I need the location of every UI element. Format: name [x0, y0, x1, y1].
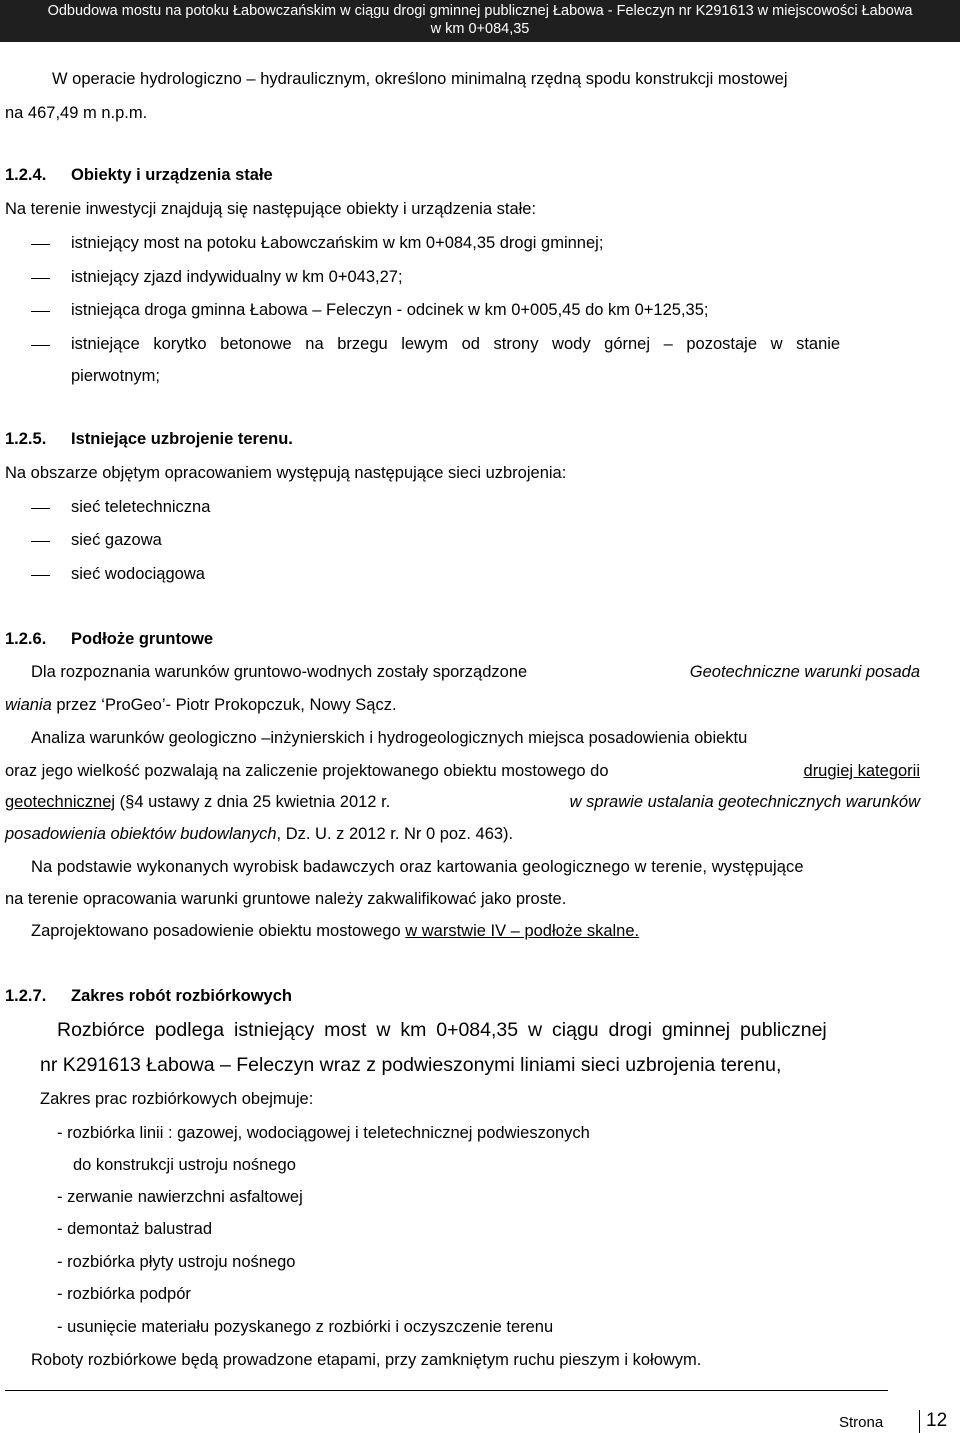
foundation-layer-underline: w warstwie IV – podłoże skalne. — [405, 922, 640, 940]
list-item: - usunięcie materiału pozyskanego z rozbiórki i oczyszczenie terenu — [57, 1318, 554, 1336]
section-lead-124: Na terenie inwestycji znajdują się następujące obiekty i urządzenia stałe: — [5, 200, 537, 218]
list-item: sieć wodociągowa — [71, 565, 205, 583]
text-run: Zaprojektowano posadowienie obiektu mostowego — [31, 922, 401, 940]
list-item: sieć gazowa — [71, 531, 162, 549]
list-item: istniejący most na potoku Łabowczańskim w km 0+084,35 drogi gminnej; — [71, 234, 604, 252]
text-run: przez ‘ProGeo’- Piotr Prokopczuk, Nowy Sącz. — [51, 696, 397, 714]
list-item: - rozbiórka linii : gazowej, wodociągowej i teletechnicznej podwieszonych — [57, 1124, 590, 1142]
paragraph-line — [5, 696, 397, 715]
text-run: (§4 ustawy z dnia 25 kwietnia 2012 r. — [115, 793, 391, 811]
list-item: - rozbiórka podpór — [57, 1285, 191, 1303]
text-run: , Dz. U. z 2012 r. Nr 0 poz. 463). — [276, 825, 514, 843]
category-underline: drugiej kategorii — [803, 762, 920, 780]
list-dash — [31, 278, 50, 279]
section-number-125: 1.2.5. — [5, 430, 47, 448]
list-dash — [31, 345, 50, 346]
list-dash — [31, 311, 50, 312]
section-title-127: Zakres robót rozbiórkowych — [71, 987, 292, 1005]
regulation-title-run: w sprawie ustalania geotechnicznych warunków — [569, 793, 920, 811]
list-dash — [31, 575, 50, 576]
demolition-scope-line-2: nr K291613 Łabowa – Feleczyn wraz z podwieszonymi liniami sieci uzbrojenia terenu, — [40, 1054, 782, 1076]
document-title-run: wiania — [5, 696, 52, 714]
list-item: istniejąca droga gminna Łabowa – Feleczyn - odcinek w km 0+005,45 do km 0+125,35; — [71, 301, 709, 319]
section-number-127: 1.2.7. — [5, 987, 47, 1005]
header-subtitle: w km 0+084,35 — [430, 21, 530, 37]
page-number: 12 — [926, 1410, 948, 1431]
section-lead-125: Na obszarze objętym opracowaniem występują następujące sieci uzbrojenia: — [5, 464, 567, 482]
demolition-scope-line-1: Rozbiórce podlega istniejący most w km 0+084,35 w ciągu drogi gminnej publicznej — [57, 1019, 827, 1041]
footer-divider — [5, 1390, 888, 1391]
paragraph-line — [31, 922, 639, 941]
page-label: Strona — [839, 1414, 884, 1431]
list-item: - rozbiórka płyty ustroju nośnego — [57, 1253, 296, 1271]
footer-page-separator — [919, 1410, 920, 1433]
demolition-lead: Zakres prac rozbiórkowych obejmuje: — [40, 1090, 314, 1108]
paragraph-line — [31, 663, 920, 682]
document-header — [0, 0, 960, 42]
document-title-run: Geotechniczne warunki posada — [689, 663, 920, 681]
section-title-124: Obiekty i urządzenia stałe — [71, 166, 273, 184]
header-title: Odbudowa mostu na potoku Łabowczańskim w ciągu drogi gminnej publicznej Łabowa - Feleczyn nr K291613 w miejscowości Łabowa — [47, 3, 913, 19]
list-item: - demontaż balustrad — [57, 1220, 213, 1238]
category-underline: geotechnicznej — [5, 793, 116, 811]
section-number-126: 1.2.6. — [5, 630, 47, 648]
regulation-title-run: posadowienia obiektów budowlanych — [5, 825, 277, 843]
list-item: sieć teletechniczna — [71, 498, 211, 516]
list-item-continuation: do konstrukcji ustroju nośnego — [73, 1156, 296, 1174]
list-dash — [31, 244, 50, 245]
list-item: istniejące korytko betonowe na brzegu lewym od strony wody górnej – pozostaje w stanie — [71, 335, 841, 353]
paragraph-line: na terenie opracowania warunki gruntowe należy zakwalifikować jako proste. — [5, 890, 567, 908]
text-run: Dla rozpoznania warunków gruntowo-wodnych zostały sporządzone — [31, 663, 528, 681]
list-dash — [31, 508, 50, 509]
list-item: - zerwanie nawierzchni asfaltowej — [57, 1188, 303, 1206]
section-number-124: 1.2.4. — [5, 166, 47, 184]
intro-line-2: na 467,49 m n.p.m. — [5, 104, 148, 122]
list-dash — [31, 541, 50, 542]
paragraph-line: Na podstawie wykonanych wyrobisk badawczych oraz kartowania geologicznego w terenie, występujące — [31, 858, 804, 876]
paragraph-line — [5, 825, 513, 844]
intro-line-1: W operacie hydrologiczno – hydraulicznym, określono minimalną rzędną spodu konstrukcji mostowej — [52, 70, 788, 88]
list-item-continuation: pierwotnym; — [71, 367, 160, 385]
text-run: oraz jego wielkość pozwalają na zaliczenie projektowanego obiektu mostowego do — [5, 762, 609, 780]
section-title-125: Istniejące uzbrojenie terenu. — [71, 430, 293, 448]
closing-sentence: Roboty rozbiórkowe będą prowadzone etapami, przy zamkniętym ruchu pieszym i kołowym. — [31, 1351, 702, 1369]
paragraph-line: Analiza warunków geologiczno –inżynierskich i hydrogeologicznych miejsca posadowienia obiektu — [31, 729, 748, 747]
paragraph-line — [5, 762, 920, 781]
list-item: istniejący zjazd indywidualny w km 0+043,27; — [71, 268, 403, 286]
paragraph-line — [5, 793, 920, 812]
section-title-126: Podłoże gruntowe — [71, 630, 214, 648]
